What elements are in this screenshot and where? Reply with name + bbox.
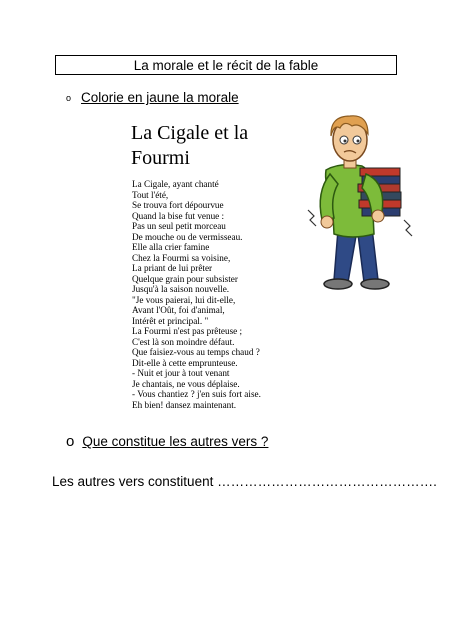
fable-title (131, 121, 281, 171)
worksheet-title: La morale et le récit de la fable (133, 57, 319, 73)
fable-line: Tout l'été, (132, 189, 169, 200)
fable-line: Se trouva fort dépourvue (132, 200, 224, 210)
fable-line: - Vous chantiez ? j'en suis fort aise. (132, 389, 261, 399)
fable-line: - Nuit et jour à tout venant (132, 368, 230, 378)
fable-line: Intérêt et principal. " (132, 315, 209, 326)
fable-line: Jusqu'à la saison nouvelle. (132, 284, 230, 294)
fable-line: Chez la Fourmi sa voisine, (132, 252, 231, 263)
fable-line: Que faisiez-vous au temps chaud ? (132, 347, 260, 357)
instruction-text: Colorie en jaune la morale (81, 90, 239, 105)
fable-line: Quand la bise fut venue : (132, 210, 225, 221)
instruction-bullet: o (66, 93, 72, 103)
fable-line: Eh bien! dansez maintenant. (132, 399, 237, 410)
question-line (66, 433, 268, 450)
fable-line: C'est là son moindre défaut. (132, 336, 235, 347)
student-carrying-books-icon (300, 112, 420, 307)
fable-line: Je chantais, ne vous déplaise. (132, 378, 240, 389)
fable-line: Dit-elle à cette emprunteuse. (132, 357, 238, 368)
question-text: Que constitue les autres vers ? (82, 434, 269, 449)
fable-line: Avant l'Oût, foi d'animal, (132, 305, 225, 315)
fable-line: La priant de lui prêter (132, 263, 213, 273)
fable-line: La Fourmi n'est pas prêteuse ; (132, 326, 243, 336)
fable-line: Quelque grain pour subsister (132, 273, 238, 284)
fable-title-line-1: La Cigale et la (131, 122, 249, 144)
answer-line: Les autres vers constituent …………………………………………. (52, 474, 437, 489)
question-bullet: o (66, 433, 75, 450)
fable-line: La Cigale, ayant chanté (132, 179, 219, 189)
fable-line: "Je vous paierai, lui dit-elle, (132, 294, 236, 305)
fable-title-line-2: Fourmi (131, 147, 190, 169)
fable-text (132, 179, 322, 410)
instruction-line (66, 90, 239, 105)
fable-line: Pas un seul petit morceau (132, 221, 226, 231)
worksheet-title-box (55, 55, 397, 75)
fable-line: Elle alla crier famine (132, 242, 210, 252)
fable-line: De mouche ou de vermisseau. (132, 231, 243, 242)
